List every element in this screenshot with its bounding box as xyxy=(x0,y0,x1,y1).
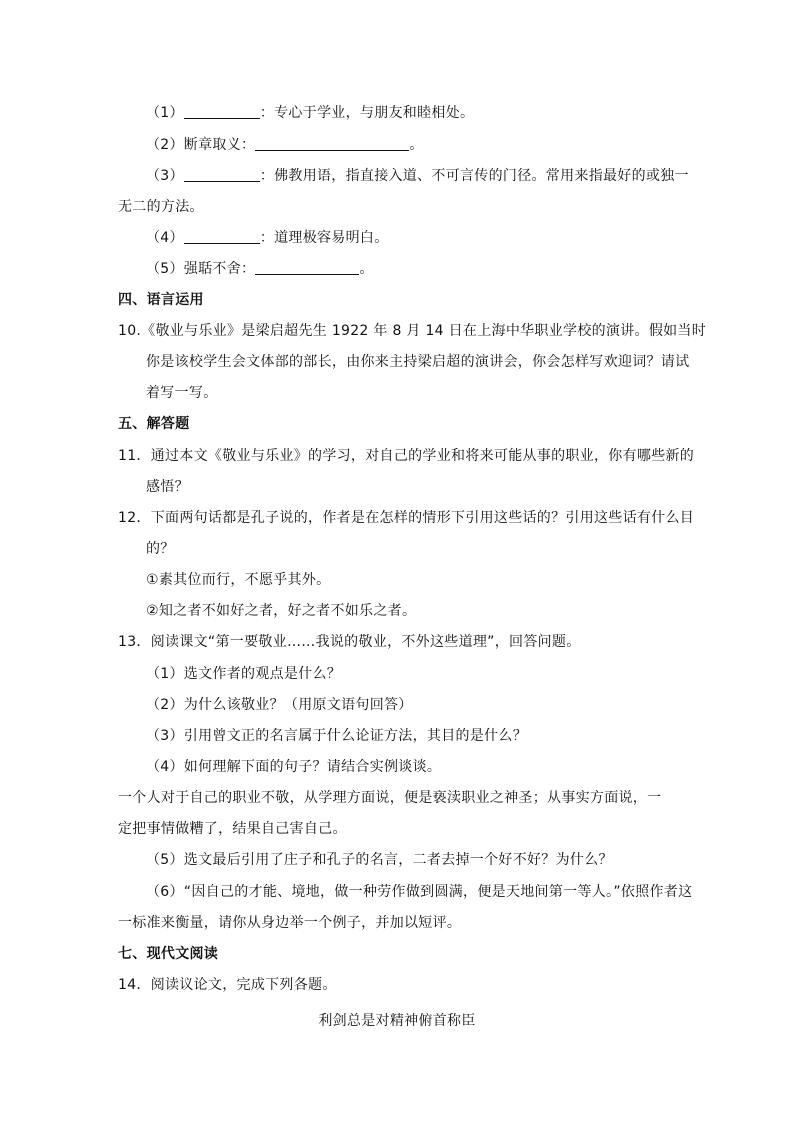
question-13-quote-line1: 一个人对于自己的职业不敬，从学理方面说，便是亵渎职业之神圣；从事实方面说，一 xyxy=(118,790,662,806)
question-13-sub-3: （3）引用曾文正的名言属于什么论证方法，其目的是什么？ xyxy=(146,728,528,744)
fill-item-3-line2: 无二的方法。 xyxy=(118,199,204,215)
fill-item-5-prefix: （5）强聒不舍： xyxy=(146,261,256,277)
question-12-quote-1: ①素其位而行，不愿乎其外。 xyxy=(146,572,331,588)
fill-item-3-suffix: ：佛教用语，指直接入道、不可言传的门径。常用来指最好的或独一 xyxy=(259,168,689,184)
fill-item-2-prefix: （2）断章取义： xyxy=(146,137,256,153)
fill-item-1 xyxy=(146,103,474,123)
fill-item-1-prefix: （1） xyxy=(146,105,184,121)
section-heading-7: 七、现代文阅读 xyxy=(118,946,219,962)
fill-item-2-suffix: 。 xyxy=(409,137,424,153)
question-13-sub-6-line2: 一标准来衡量，请你从身边举一个例子，并加以短评。 xyxy=(118,915,462,931)
question-11-line1: 11．通过本文《敬业与乐业》的学习，对自己的学业和将来可能从事的职业，你有哪些新的 xyxy=(118,448,695,464)
question-13-sub-5: （5）选文最后引用了庄子和孔子的名言，二者去掉一个好不好？为什么？ xyxy=(146,852,613,868)
answer-blank-2[interactable] xyxy=(255,136,409,151)
question-13-sub-2: （2）为什么该敬业？（用原文语句回答） xyxy=(146,697,413,713)
question-12-line1: 12．下面两句话都是孔子说的，作者是在怎样的情形下引用这些话的？引用这些话有什么目 xyxy=(118,510,695,526)
fill-item-3-line1 xyxy=(146,166,689,186)
answer-blank-4[interactable] xyxy=(184,229,260,244)
question-11-line2: 感悟？ xyxy=(146,479,189,495)
question-13-quote-line2: 定把事情做糟了，结果自己害自己。 xyxy=(118,821,347,837)
article-title: 利剑总是对精神俯首称臣 xyxy=(318,1013,476,1029)
fill-item-4-suffix: ：道理极容易明白。 xyxy=(259,230,389,246)
fill-item-5 xyxy=(146,259,374,279)
question-13-sub-6-line1: （6）“因自己的才能、境地，做一种劳作做到圆满，便是天地间第一等人。”依照作者这 xyxy=(146,884,693,900)
question-10-line1: 10.《敬业与乐业》是梁启超先生 1922 年 8 月 14 日在上海中华职业学校的演讲。假如当时 xyxy=(118,323,707,339)
question-14-line1: 14．阅读议论文，完成下列各题。 xyxy=(118,977,337,993)
fill-item-4 xyxy=(146,228,389,248)
fill-item-5-suffix: 。 xyxy=(359,261,374,277)
question-13-sub-1: （1）选文作者的观点是什么？ xyxy=(146,666,342,682)
question-13-line1: 13．阅读课文“第一要敬业……我说的敬业，不外这些道理”，回答问题。 xyxy=(118,634,581,650)
fill-item-3-prefix: （3） xyxy=(146,168,184,184)
answer-blank-5[interactable] xyxy=(255,260,359,275)
fill-item-1-suffix: ：专心于学业，与朋友和睦相处。 xyxy=(259,105,475,121)
fill-item-4-prefix: （4） xyxy=(146,230,184,246)
fill-item-2 xyxy=(146,135,424,155)
question-10-line2: 你是该校学生会文体部的部长，由你来主持梁启超的演讲会，你会怎样写欢迎词？请试 xyxy=(146,354,690,370)
section-heading-4: 四、语言运用 xyxy=(118,292,204,308)
section-heading-5: 五、解答题 xyxy=(118,416,190,432)
question-10-line3: 着写一写。 xyxy=(146,385,218,401)
answer-blank-3[interactable] xyxy=(184,167,260,182)
question-12-quote-2: ②知之者不如好之者，好之者不如乐之者。 xyxy=(146,603,417,619)
question-13-sub-4: （4）如何理解下面的句子？请结合实例谈谈。 xyxy=(146,759,442,775)
question-12-line2: 的？ xyxy=(146,541,175,557)
answer-blank-1[interactable] xyxy=(184,104,260,119)
